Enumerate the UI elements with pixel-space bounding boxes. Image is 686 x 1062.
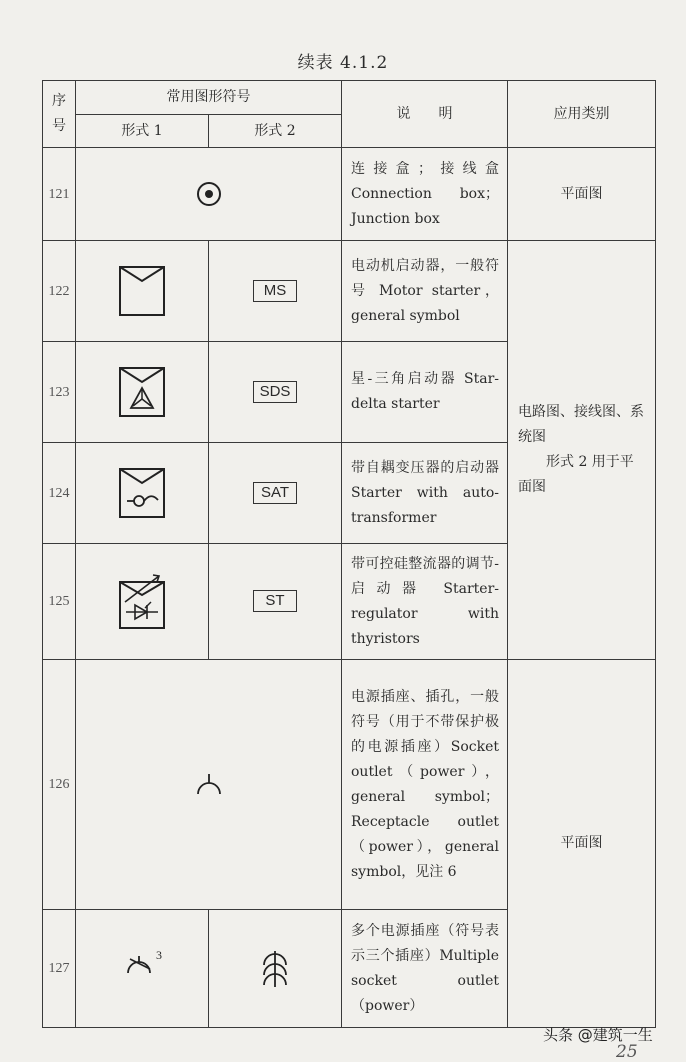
row-number: 123 bbox=[43, 342, 76, 443]
table-caption: 续表 4.1.2 bbox=[297, 53, 389, 73]
description-cell: 多个电源插座（符号表示三个插座）Multiple socket outlet（power） bbox=[342, 910, 508, 1028]
seq-header bbox=[43, 81, 76, 148]
table-row bbox=[43, 148, 656, 241]
form1-cell bbox=[76, 443, 209, 544]
row-number: 126 bbox=[43, 660, 76, 910]
category-line: 形式 2 用于平面图 bbox=[518, 454, 634, 495]
thyristor-starter-icon bbox=[117, 572, 167, 632]
form1-cell bbox=[76, 241, 209, 342]
symbol-group-header: 常用图形符号 bbox=[76, 81, 342, 115]
form2-label: ST bbox=[253, 590, 297, 612]
symbol-cell bbox=[76, 660, 342, 910]
category-header: 应用类别 bbox=[508, 81, 656, 148]
form2-cell bbox=[209, 241, 342, 342]
row-number: 121 bbox=[43, 148, 76, 241]
motor-starter-icon bbox=[118, 265, 166, 317]
category-cell: 平面图 bbox=[508, 148, 656, 241]
description-cell: 星-三角启动器 Star-delta starter bbox=[342, 342, 508, 443]
form1-cell bbox=[76, 544, 209, 660]
category-cell-merged: 平面图 bbox=[508, 660, 656, 1028]
description-cell: 带可控硅整流器的调节-启动器 Starter-regulator with thyristors bbox=[342, 544, 508, 660]
auto-transformer-starter-icon bbox=[118, 467, 166, 519]
row-number: 127 bbox=[43, 910, 76, 1028]
form2-cell bbox=[209, 910, 342, 1028]
category-line: 电路图、接线图、系统图 bbox=[518, 404, 644, 445]
connection-box-icon bbox=[195, 180, 223, 208]
form1-cell bbox=[76, 342, 209, 443]
form2-label: SDS bbox=[253, 381, 298, 403]
category-cell-merged bbox=[508, 241, 656, 660]
description-cell: 带自耦变压器的启动器 Starter with auto-transformer bbox=[342, 443, 508, 544]
symbol-table bbox=[42, 80, 656, 1028]
watermark-text: 头条 @建筑一生 bbox=[543, 1026, 653, 1044]
row-number: 122 bbox=[43, 241, 76, 342]
form2-header: 形式 2 bbox=[209, 115, 342, 148]
form2-label: MS bbox=[253, 280, 297, 302]
description-cell: 电动机启动器，一般符号 Motor starter，general symbol bbox=[342, 241, 508, 342]
table-row bbox=[43, 660, 656, 910]
form1-header: 形式 1 bbox=[76, 115, 209, 148]
triple-socket-icon bbox=[260, 949, 290, 989]
socket-outlet-icon bbox=[194, 772, 224, 798]
form2-label: SAT bbox=[253, 482, 297, 504]
description-header: 说 明 bbox=[342, 81, 508, 148]
row-number: 124 bbox=[43, 443, 76, 544]
symbol-cell bbox=[76, 148, 342, 241]
row-number: 125 bbox=[43, 544, 76, 660]
seq-header-line2: 号 bbox=[52, 118, 66, 134]
form2-cell bbox=[209, 443, 342, 544]
seq-header-line1: 序 bbox=[52, 93, 66, 109]
star-delta-starter-icon bbox=[118, 366, 166, 418]
multiple-socket-symbol bbox=[124, 948, 162, 977]
form2-cell bbox=[209, 342, 342, 443]
multiple-socket-icon bbox=[124, 951, 154, 977]
description-cell: 连接盒；接线盒 Connection box；Junction box bbox=[342, 148, 508, 241]
socket-count-superscript: 3 bbox=[156, 948, 162, 962]
description-cell: 电源插座、插孔，一般符号（用于不带保护极的电源插座）Socket outlet（power），general symbol；Receptacle outlet（power），general symbol，见注 6 bbox=[342, 660, 508, 910]
form1-cell bbox=[76, 910, 209, 1028]
table-row bbox=[43, 241, 656, 342]
page-number: 25 bbox=[616, 1042, 638, 1062]
form2-cell bbox=[209, 544, 342, 660]
